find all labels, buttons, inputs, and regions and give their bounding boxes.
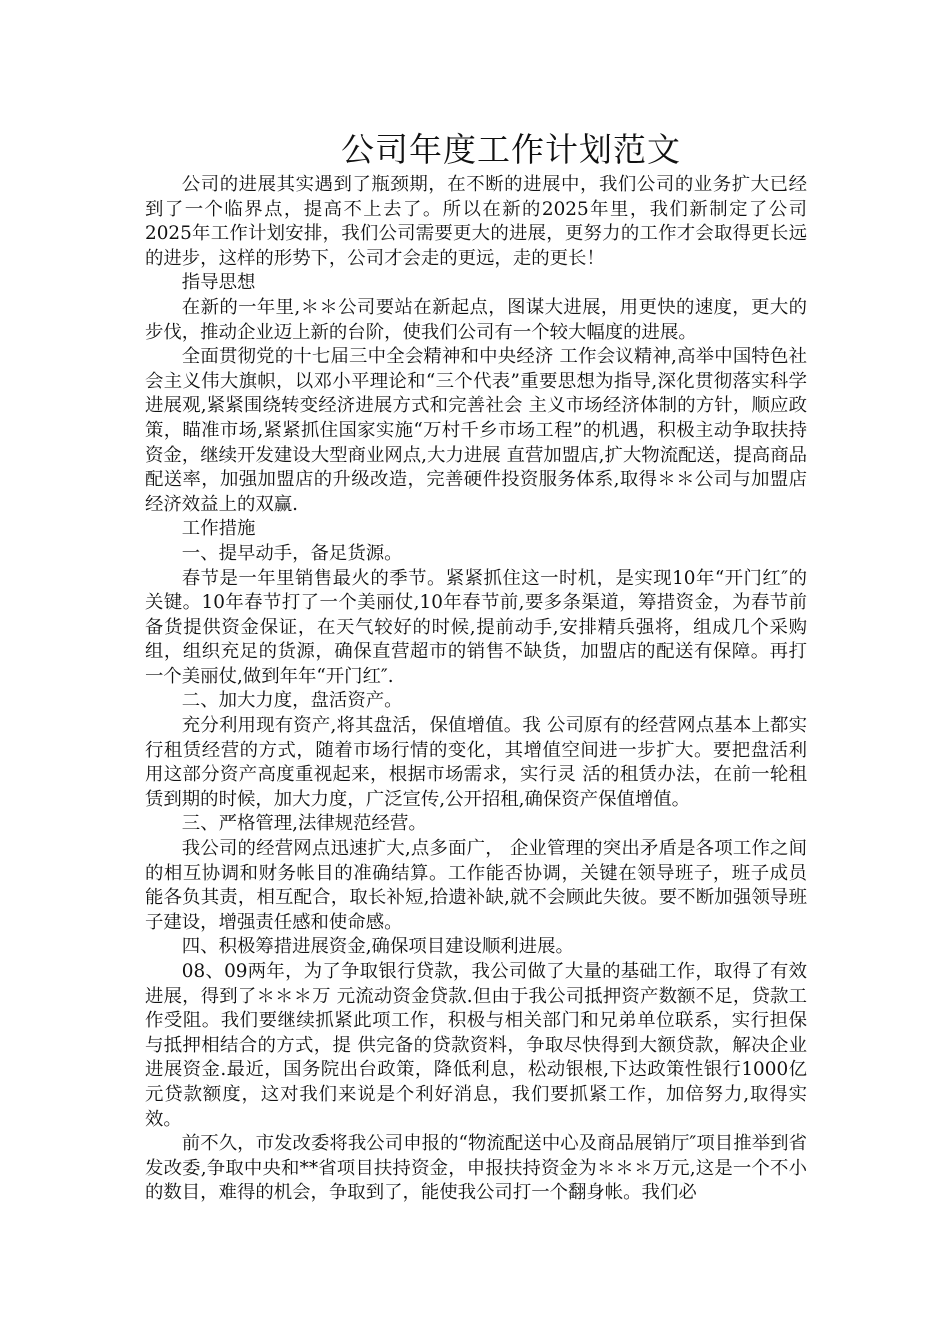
guiding-paragraph-2: 全面贯彻党的十七届三中全会精神和中央经济 工作会议精神,高举中国特色社会主义伟大旗帜，以邓小平理论和“三个代表”重要思想为指导,深化贯彻落实科学进展观,紧紧围绕转变经济进展方式和完善社会 主义市场经济体制的方针，顺应政策，瞄准市场,紧紧抓住国家实施“万村千乡市场工程”的机遇，积极主动争取扶持资金，继续开发建设大型商业网点,大力进展 直营加盟店,扩大物流配送，提高商品配送率，加强加盟店的升级改造，完善硬件投资服务体系,取得＊＊公司与加盟店经济效益上的双赢.	[145, 346, 807, 515]
measure-heading-4: 四、积极筹措进展资金,确保项目建设顺利进展。	[181, 936, 574, 958]
document-body	[145, 173, 807, 1206]
measure-paragraph-2: 充分利用现有资产,将其盘活，保值增值。我 公司原有的经营网点基本上都实行租赁经营的方式，随着市场行情的变化，其增值空间进一步扩大。要把盘活利用这部分资产高度重视起来，根据市场需求，实行灵 活的租赁办法，在前一轮租赁到期的时候，加大力度，广泛宣传,公开招租,确保资产保值增值。	[145, 715, 807, 810]
section-heading-work-measures: 工作措施	[181, 518, 256, 540]
measure-paragraph-5: 前不久，市发改委将我公司申报的“物流配送中心及商品展销厅″项目推举到省发改委,争取中央和**省项目扶持资金，申报扶持资金为＊＊＊万元,这是一个不小的数目，难得的机会，争取到了，能使我公司打一个翻身帐。我们必	[145, 1133, 807, 1204]
guiding-paragraph-1: 在新的一年里,＊＊公司要站在新起点，图谋大进展，用更快的速度，更大的步伐，推动企业迈上新的台阶，使我们公司有一个较大幅度的进展。	[145, 296, 807, 343]
document-content	[145, 127, 807, 1206]
measure-paragraph-4: 08、09两年，为了争取银行贷款，我公司做了大量的基础工作，取得了有效进展，得到了＊＊＊万 元流动资金贷款.但由于我公司抵押资产数额不足，贷款工作受阻。我们要继续抓紧此项工作，积极与相关部门和兄弟单位联系，实行担保与抵押相结合的方式，提 供完备的贷款资料，争取尽快得到大额贷款，解决企业进展资金.最近，国务院出台政策，降低利息，松动银根,下达政策性银行1000亿元贷款额度，这对我们来说是个利好消息，我们要抓紧工作，加倍努力,取得实效。	[145, 961, 807, 1130]
measure-paragraph-1: 春节是一年里销售最火的季节。紧紧抓住这一时机，是实现10年“开门红″的关键。10年春节打了一个美丽仗,10年春节前,要多条渠道，筹措资金，为春节前备货提供资金保证，在天气较好的时候,提前动手,安排精兵强将，组成几个采购组，组织充足的货源，确保直营超市的销售不缺货，加盟店的配送有保障。再打一个美丽仗,做到年年“开门红″.	[145, 567, 807, 687]
measure-heading-1: 一、提早动手，备足货源。	[181, 542, 403, 564]
document-title: 公司年度工作计划范文	[341, 130, 681, 169]
intro-paragraph: 公司的进展其实遇到了瓶颈期，在不断的进展中，我们公司的业务扩大已经到了一个临界点，提高不上去了。所以在新的2025年里，我们新制定了公司2025年工作计划安排，我们公司需要更大的进展，更努力的工作才会取得更长远的进步，这样的形势下，公司才会走的更远，走的更长！	[145, 174, 807, 269]
measure-heading-3: 三、严格管理,法律规范经营。	[181, 813, 427, 835]
measure-paragraph-3: 我公司的经营网点迅速扩大,点多面广， 企业管理的突出矛盾是各项工作之间的相互协调和财务帐目的准确结算。工作能否协调，关键在领导班子，班子成员能各负其责，相互配合，取长补短,拾遗补缺,就不会顾此失彼。要不断加强领导班子建设，增强责任感和使命感。	[145, 838, 807, 933]
section-heading-guiding-thought: 指导思想	[181, 272, 256, 294]
measure-heading-2: 二、加大力度，盘活资产。	[181, 690, 403, 712]
